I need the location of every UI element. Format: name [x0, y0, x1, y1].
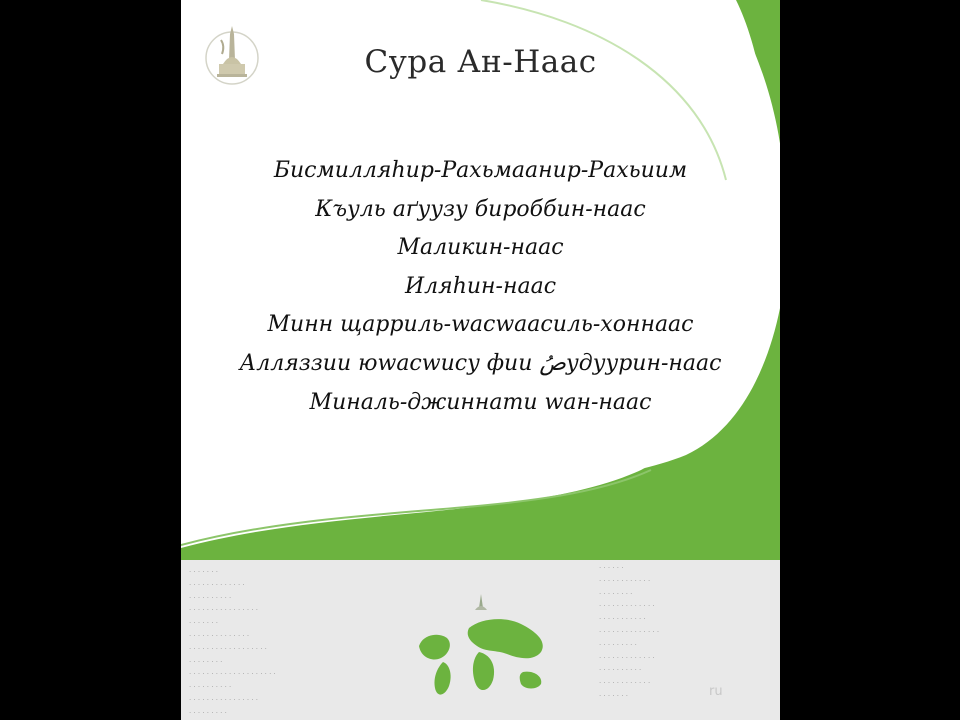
watermark: ru — [709, 684, 723, 699]
verse-line-7: Миналь-джиннати wан-наас — [309, 389, 652, 415]
surah-text — [181, 152, 780, 422]
document-page — [181, 0, 780, 720]
verse-line-2: Къуль аґуузу бироббин-наас — [315, 196, 646, 222]
page-title: Сура Ан-Наас — [364, 44, 597, 80]
verse-line-3: Маликин-наас — [397, 235, 564, 261]
verse-line-6: Алляззии юwасwису фии صُудуурин-наас — [239, 350, 722, 376]
verse-line-5: Минн щарриль-wасwаасиль-хоннаас — [267, 312, 694, 338]
verse-line-4: Иляhин-наас — [404, 273, 557, 299]
footer-faded-text-left: · · · · · · · · · · · · · · · · · · · · · · · · · · · · · · · · · · · · · · · · · · · · · · · · · · · · · · · · · · · · · · · · · · · · · · · · · · · · · · · · · · · · · · · · · · · · · · · · · · · · · · · · · · · · · · · · · · · · · · · · · · · · · · · · · · · · · · · · · · · · · · · · · · · · — [189, 568, 276, 717]
footer-faded-text-right: · · · · · · · · · · · · · · · · · · · · · · · · · · · · · · · · · · · · · · · · · · · · · · · · · · · · · · · · · · · · · · · · · · · · · · · · · · · · · · · · · · · · · · · · · · · · · · · · · · · · · · · · · · · · · · · · · · · — [599, 564, 660, 700]
verse-line-1: Бисмилляhир-Рахьмаанир-Рахьиим — [273, 158, 688, 183]
footer-panel — [181, 560, 780, 720]
world-map-icon — [409, 588, 569, 720]
